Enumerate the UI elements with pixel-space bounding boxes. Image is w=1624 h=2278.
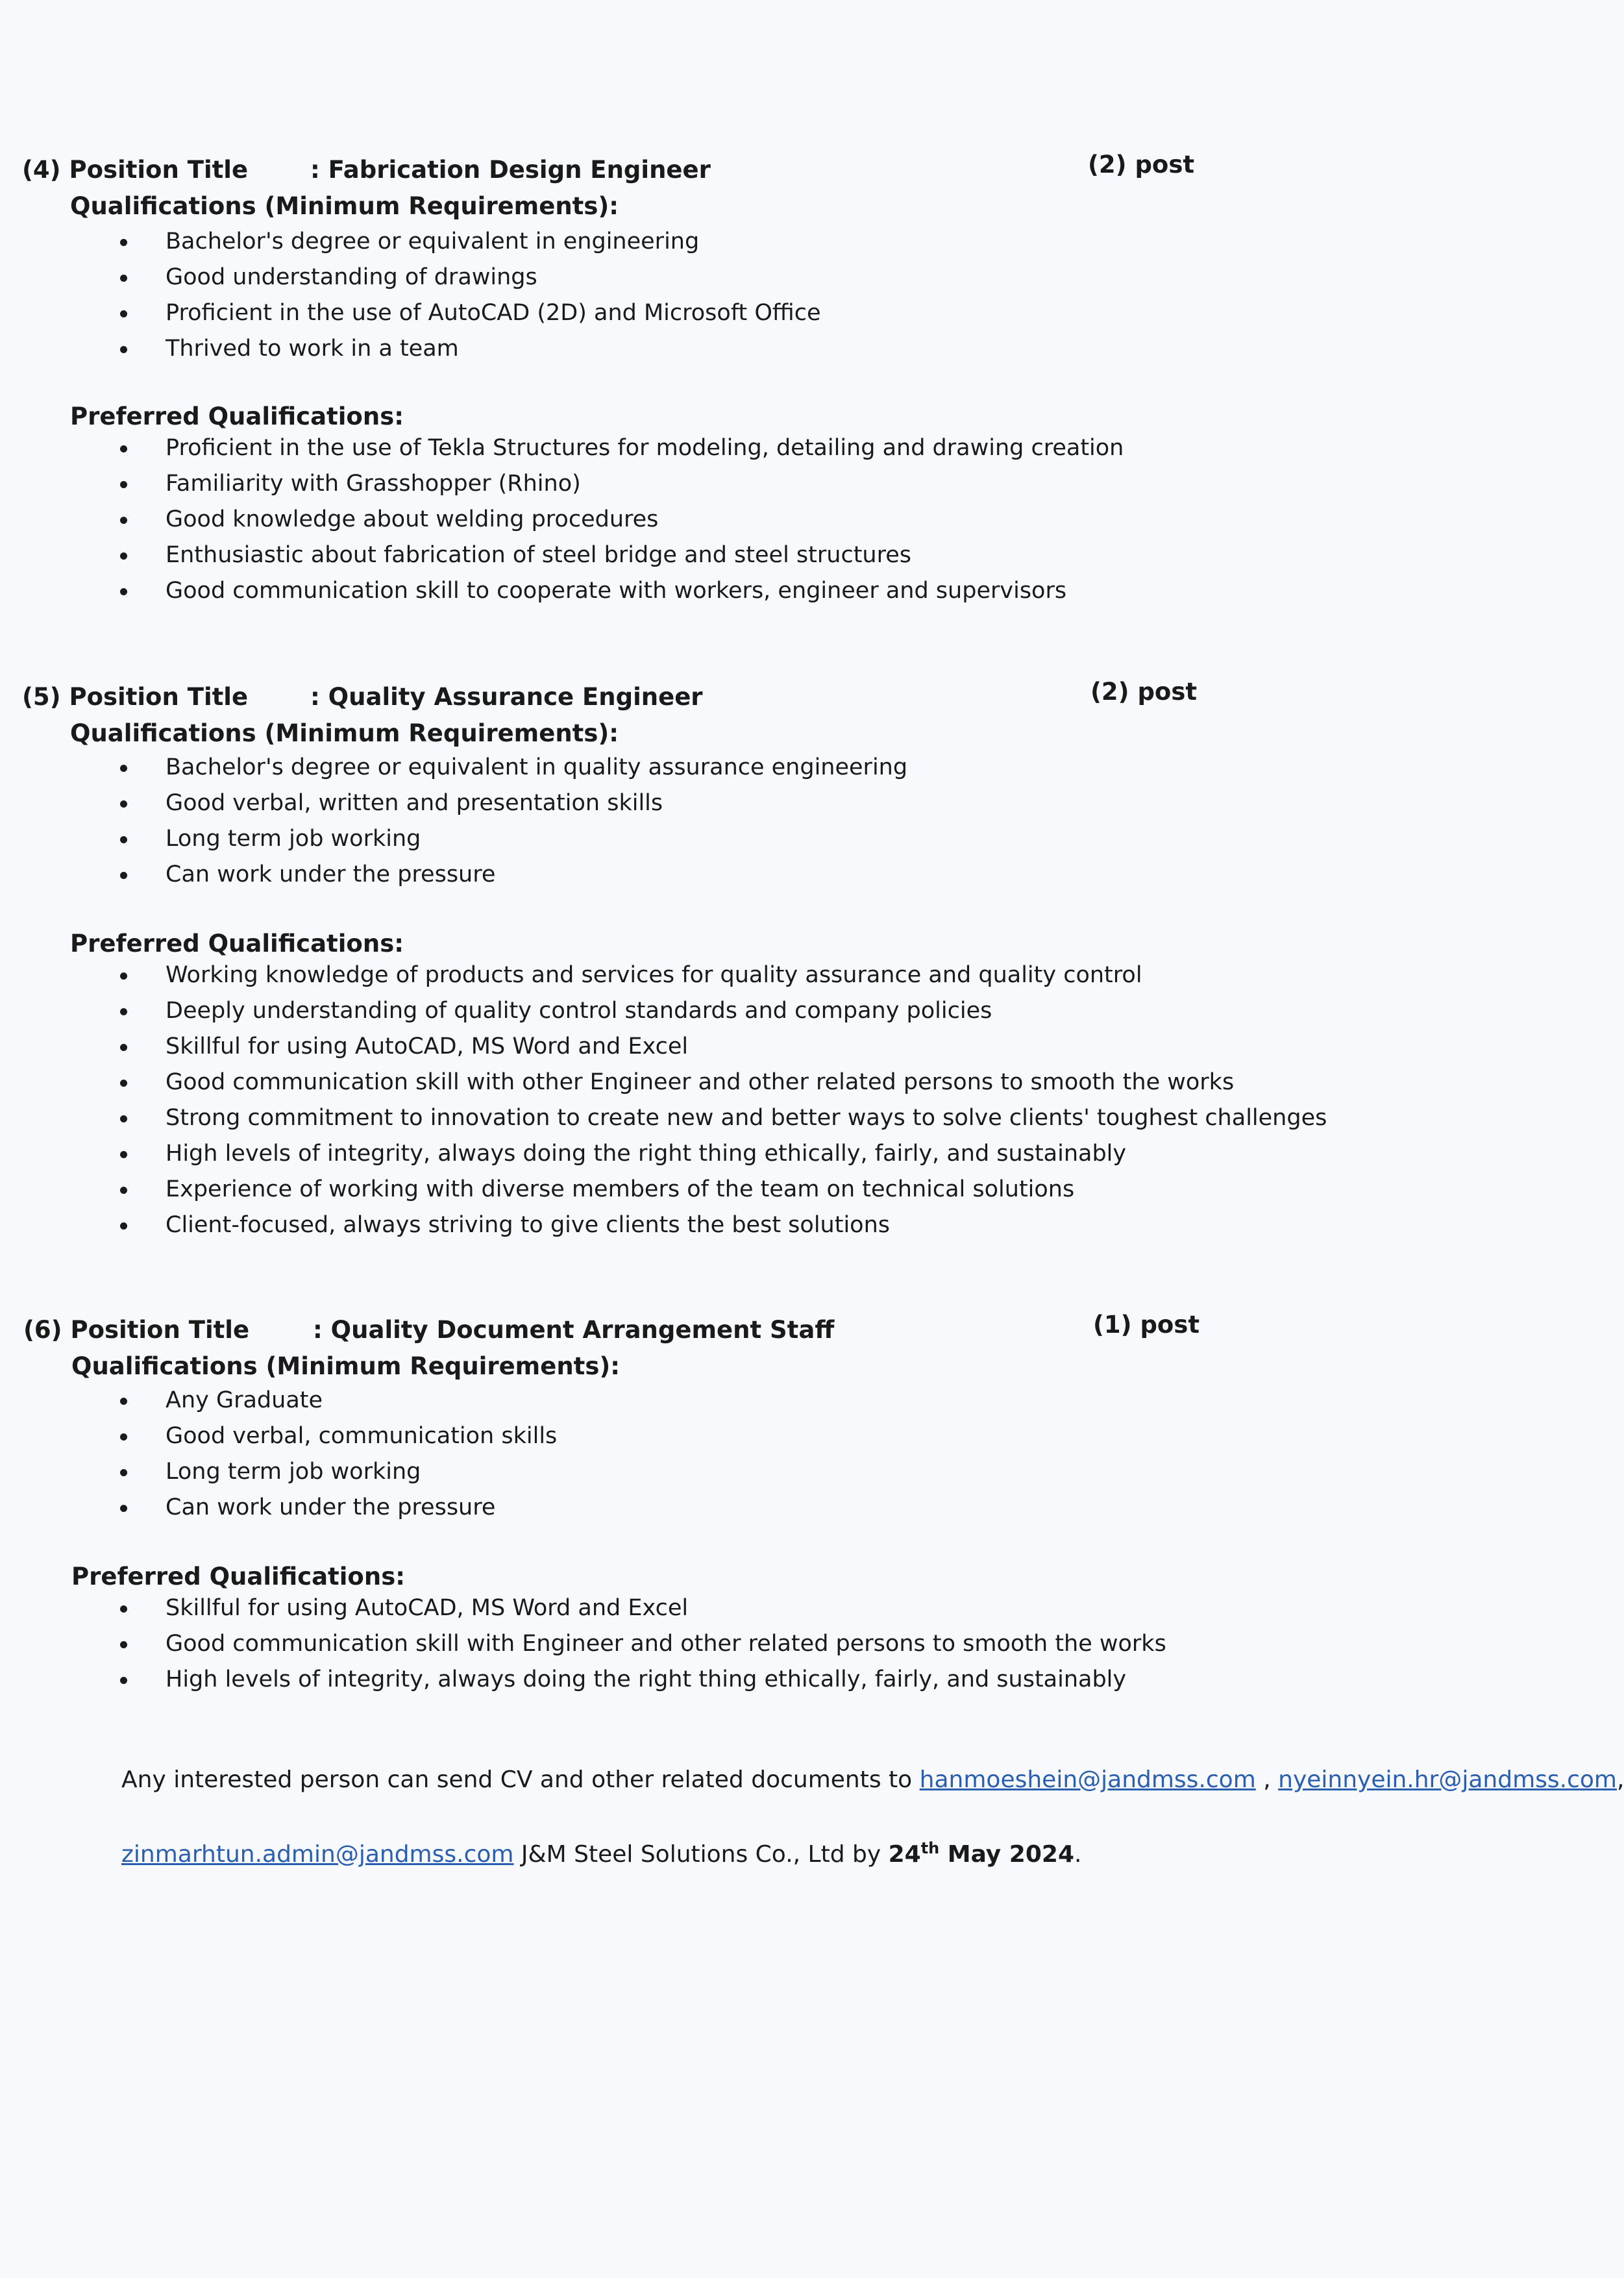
min-requirements-heading: Qualifications (Minimum Requirements):	[70, 719, 619, 747]
application-instructions-line-1	[121, 1766, 1624, 1794]
bullet-icon	[120, 1080, 127, 1087]
email-link-hanmoeshein[interactable]: hanmoeshein@jandmss.com	[919, 1766, 1256, 1793]
bullet-icon	[120, 1044, 127, 1051]
bullet-icon	[120, 1605, 127, 1613]
bullet-icon	[120, 275, 127, 282]
bullet-icon	[120, 310, 127, 317]
bullet-icon	[120, 552, 127, 560]
min-requirements-heading: Qualifications (Minimum Requirements):	[70, 192, 619, 220]
bullet-icon	[120, 765, 127, 772]
position-number-label: (6) Position Title	[23, 1316, 250, 1344]
bullet-icon	[120, 1115, 127, 1122]
email-link-nyeinnyein[interactable]: nyeinnyein.hr@jandmss.com	[1278, 1766, 1618, 1793]
preferred-qualifications-heading: Preferred Qualifications:	[71, 1563, 406, 1591]
bullet-icon	[120, 1187, 127, 1194]
separator: ,	[1255, 1766, 1279, 1793]
post-count: (2) post	[1088, 151, 1195, 179]
bullet-icon	[120, 346, 127, 353]
bullet-icon	[120, 481, 127, 488]
footer-intro-text: Any interested person can send CV and other related documents to	[121, 1766, 920, 1793]
separator: ,	[1617, 1766, 1624, 1793]
bullet-icon	[120, 1677, 127, 1684]
bullet-icon	[120, 1433, 127, 1441]
preferred-qualifications-heading: Preferred Qualifications:	[70, 402, 404, 430]
bullet-icon	[120, 588, 127, 595]
bullet-icon	[120, 1641, 127, 1648]
bullet-icon	[120, 1505, 127, 1512]
application-instructions-line-2: zinmarhtun.admin@jandmss.com J&M Steel Solutions Co., Ltd by 24th May 2024.	[121, 1839, 1082, 1868]
position-number-label: (5) Position Title	[22, 683, 249, 711]
min-requirements-heading: Qualifications (Minimum Requirements):	[71, 1352, 621, 1380]
deadline-date: 24th May 2024	[888, 1839, 1075, 1868]
email-link-zinmarhtun[interactable]: zinmarhtun.admin@jandmss.com	[121, 1841, 514, 1868]
bullet-icon	[120, 445, 127, 452]
bullet-icon	[120, 1151, 127, 1158]
bullet-icon	[120, 239, 127, 246]
post-count: (2) post	[1090, 678, 1198, 706]
post-count: (1) post	[1093, 1311, 1200, 1339]
bullet-icon	[120, 972, 127, 980]
position-number-label: (4) Position Title	[22, 156, 249, 184]
bullet-icon	[120, 800, 127, 808]
bullet-icon	[120, 836, 127, 843]
bullet-icon	[120, 1222, 127, 1230]
position-title: : Fabrication Design Engineer	[310, 156, 711, 184]
bullet-icon	[120, 872, 127, 879]
bullet-icon	[120, 1008, 127, 1015]
preferred-qualifications-heading: Preferred Qualifications:	[70, 930, 404, 958]
position-title: : Quality Document Arrangement Staff	[313, 1316, 835, 1344]
bullet-icon	[120, 1469, 127, 1476]
bullet-icon	[120, 517, 127, 524]
company-text: J&M Steel Solutions Co., Ltd by	[513, 1841, 889, 1868]
bullet-icon	[120, 1398, 127, 1405]
position-title: : Quality Assurance Engineer	[310, 683, 703, 711]
